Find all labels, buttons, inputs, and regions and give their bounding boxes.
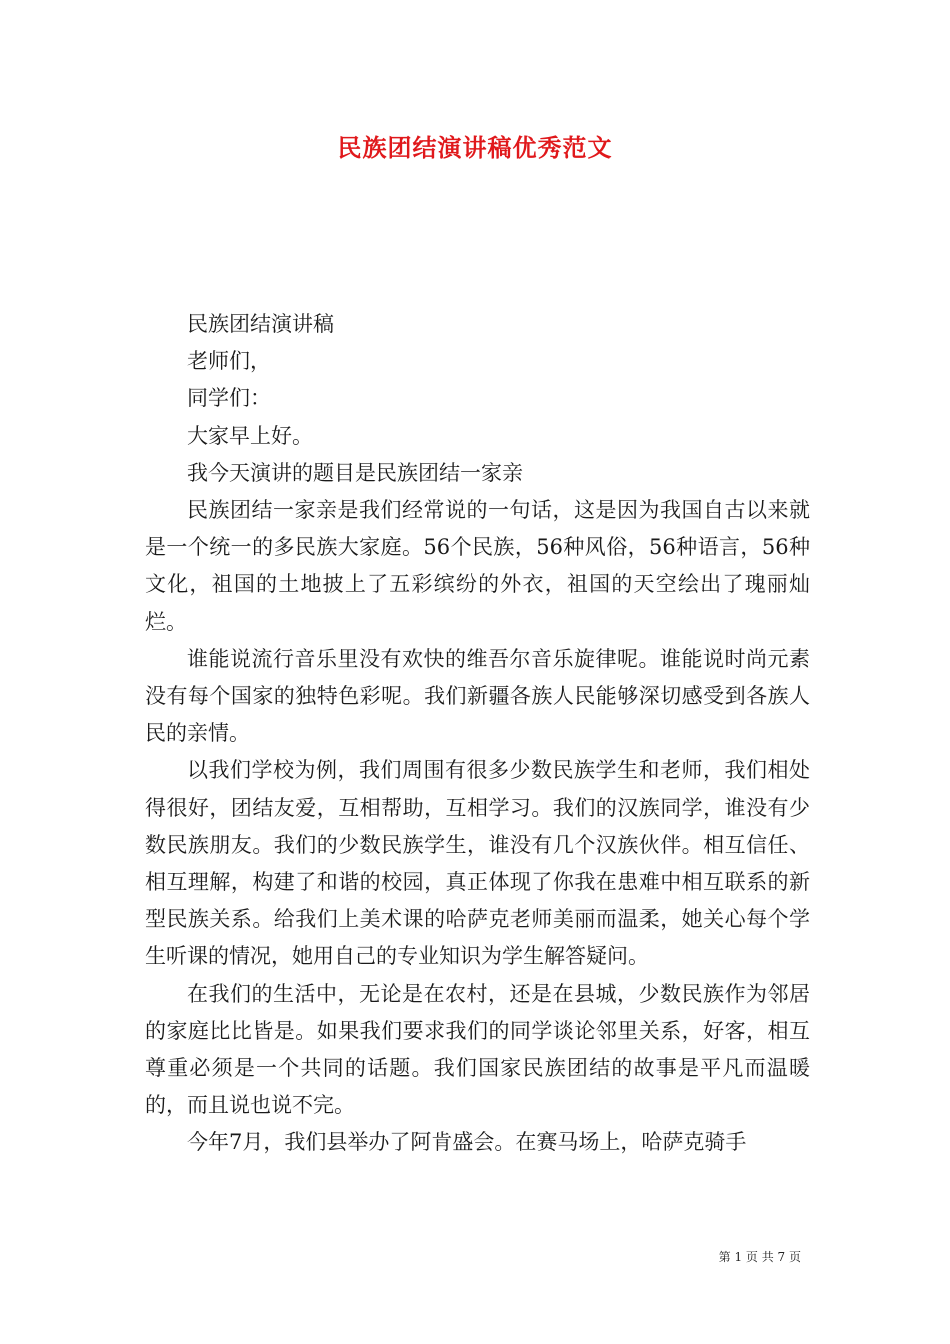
page-footer [718, 1248, 802, 1265]
page-number-label: 第 1 页 共 7 页 [718, 1250, 801, 1264]
paragraph-body: 今年7月，我们县举办了阿肯盛会。在赛马场上，哈萨克骑手 [187, 1130, 747, 1155]
document-body [145, 306, 810, 1162]
paragraph-body: 民族团结一家亲是我们经常说的一句话，这是因为我国自古以来就是一个统一的多民族大家庭。56个民族，56种风俗，56种语言，56种文化，祖国的土地披上了五彩缤纷的外衣，祖国的天空绘出了瑰丽灿烂。 [145, 498, 810, 634]
paragraph-topic: 我今天演讲的题目是民族团结一家亲 [187, 460, 523, 485]
paragraph-body: 以我们学校为例，我们周围有很多少数民族学生和老师，我们相处得很好，团结友爱，互相帮助，互相学习。我们的汉族同学，谁没有少数民族朋友。我们的少数民族学生，谁没有几个汉族伙伴。相互信任、相互理解，构建了和谐的校园，真正体现了你我在患难中相互联系的新型民族关系。给我们上美术课的哈萨克老师美丽而温柔，她关心每个学生听课的情况，她用自己的专业知识为学生解答疑问。 [145, 758, 810, 969]
paragraph-salutation-students: 同学们： [187, 386, 271, 411]
paragraph-salutation-teachers: 老师们， [187, 349, 271, 374]
document-title: 民族团结演讲稿优秀范文 [337, 133, 613, 162]
paragraph-greeting: 大家早上好。 [187, 423, 313, 448]
paragraph-body: 在我们的生活中，无论是在农村，还是在县城，少数民族作为邻居的家庭比比皆是。如果我们要求我们的同学谈论邻里关系，好客，相互尊重必须是一个共同的话题。我们国家民族团结的故事是平凡而温暖的，而且说也说不完。 [145, 981, 810, 1118]
paragraph-heading: 民族团结演讲稿 [187, 312, 334, 336]
paragraph-body: 谁能说流行音乐里没有欢快的维吾尔音乐旋律呢。谁能说时尚元素没有每个国家的独特色彩呢。我们新疆各族人民能够深切感受到各族人民的亲情。 [145, 646, 810, 746]
